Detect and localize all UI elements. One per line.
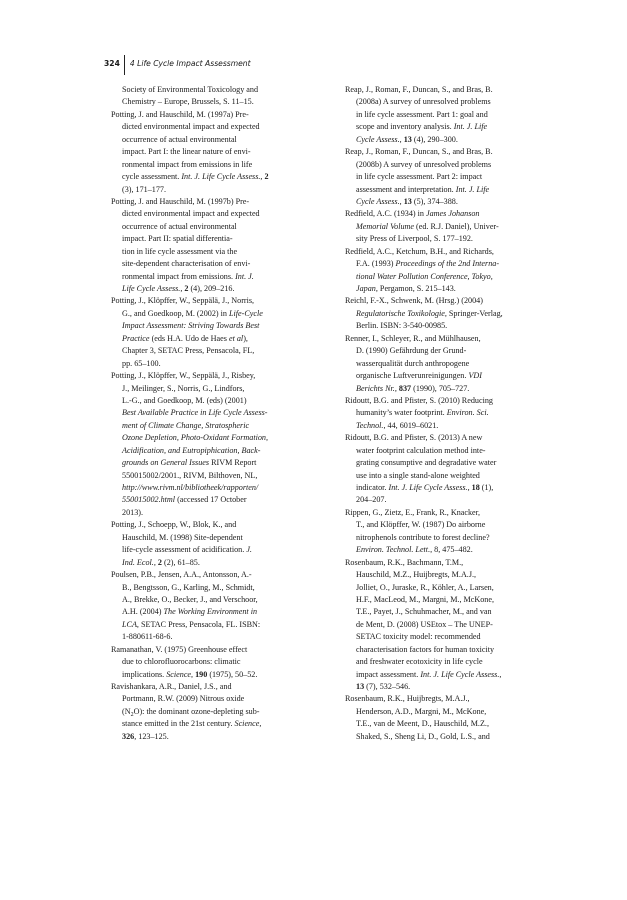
running-header (104, 56, 251, 70)
reference-line (345, 320, 537, 332)
reference-text: T.E., van de Meent, D., Hauschild, M.Z., (356, 719, 489, 729)
reference-text: Int. J. Life (455, 184, 490, 194)
reference-text: Shaked, S., Sheng Li, D., Gold, L.S., and (356, 731, 490, 741)
reference-text: Jolliet, O., Juraske, R., Köhler, A., Larsen, (356, 582, 494, 592)
reference-line (345, 693, 537, 705)
reference-line (345, 656, 537, 668)
reference-line (111, 407, 303, 419)
reference-text: assessment and interpretation. (356, 184, 456, 194)
reference-text: Chapter 3, SETAC Press, Pensacola, FL, (122, 346, 255, 356)
reference-line (345, 606, 537, 618)
reference-line (111, 370, 303, 382)
reference-line (111, 395, 303, 407)
reference-line (345, 96, 537, 108)
reference-text: Life-Cycle (228, 308, 263, 318)
reference-line (111, 681, 303, 693)
reference-text: (accessed 17 October (175, 495, 247, 505)
reference-text: Ramanathan, V. (1975) Greenhouse effect (111, 644, 248, 654)
reference-line (111, 184, 303, 196)
reference-text: 13 (403, 196, 412, 206)
reference-line (111, 308, 303, 320)
reference-line (111, 233, 303, 245)
reference-text: F.A. (1993) (356, 259, 396, 269)
reference-text: , (399, 196, 404, 206)
reference-line (345, 619, 537, 631)
reference-line (111, 96, 303, 108)
reference-line (111, 594, 303, 606)
reference-text: 13 (403, 134, 412, 144)
reference-line (345, 519, 537, 531)
reference-text: O): the dominant ozone-depleting sub- (133, 706, 260, 716)
reference-text: stance emitted in the 21st century. (122, 719, 235, 729)
reference-text: grounds on General Issues (122, 458, 210, 468)
reference-text: 18 (471, 483, 480, 492)
reference-text: Reap, J., Roman, F., Duncan, S., and Bras, B. (345, 85, 493, 94)
reference-text: (ed. R.J. Daniel), Univer- (414, 221, 499, 231)
reference-text: occurrence of actual environmental (122, 134, 237, 144)
reference-line (345, 121, 537, 133)
reference-text: Hauschild, M. (1998) Site-dependent (122, 532, 243, 542)
reference-text: tion in life cycle assessment via the (122, 246, 238, 256)
reference-text: G., and Goedkoop, M. (2002) in (122, 308, 229, 318)
reference-line (345, 644, 537, 656)
reference-line (345, 681, 537, 693)
reference-line (345, 445, 537, 457)
reference-text: Environ. Sci. (446, 408, 489, 418)
reference-text: Life Cycle Assess. (122, 284, 181, 293)
reference-text: 837 (398, 383, 412, 393)
reference-text: 204–207. (356, 495, 387, 505)
reference-text: impact. Part I: the linear nature of envi- (122, 147, 251, 157)
reference-line (345, 283, 537, 295)
reference-line (111, 582, 303, 594)
reference-text: Potting, J., Schoepp, W., Blok, K., and (111, 520, 237, 530)
reference-text: occurrence of actual environmental (122, 221, 237, 231)
reference-text: 13 (356, 682, 365, 691)
reference-text: (N (122, 706, 131, 716)
reference-line (111, 345, 303, 357)
reference-text: (1990), 705–727. (411, 383, 470, 393)
reference-text: et al (228, 333, 244, 343)
reference-line (111, 507, 303, 519)
reference-text: (1), (479, 483, 494, 492)
reference-text: Redfield, A.C., Ketchum, B.H., and Richards, (345, 246, 494, 256)
reference-text: organische Luftverunreinigungen. (356, 371, 469, 381)
reference-line (345, 295, 537, 307)
reference-line (111, 420, 303, 432)
reference-text: wasserqualität durch anthropogene (356, 358, 470, 368)
reference-text: A.H. (2004) (122, 607, 164, 617)
reference-line (111, 718, 303, 730)
reference-text: indicator. (356, 483, 389, 492)
reference-line (111, 619, 303, 631)
reference-text: Potting, J., Klöpffer, W., Seppälä, J., Risbey, (111, 371, 256, 381)
reference-text: Int. J. Life Cycle Assess. (181, 172, 261, 182)
reference-line (111, 271, 303, 283)
reference-text: cycle assessment. (122, 172, 182, 182)
reference-text: Int. J. (235, 271, 254, 281)
reference-line (345, 731, 537, 743)
reference-text: L.-G., and Goedkoop, M. (eds) (2001) (122, 395, 247, 405)
reference-text: James Johanson (426, 209, 480, 219)
reference-text: sity Press of Liverpool, S. 177–192. (356, 234, 473, 244)
reference-text: http://www.rivm.nl/bibliotheek/rapporten/ (122, 483, 259, 492)
reference-text: Int. J. Life (453, 122, 488, 132)
reference-text: A., Brekke, O., Becker, J., and Verschoor, (122, 594, 258, 604)
reference-text: Poulsen, P.B., Jensen, A.A., Antonsson, A.- (111, 570, 252, 580)
reference-line (111, 171, 303, 183)
reference-text: , (191, 669, 196, 679)
reference-line (111, 121, 303, 133)
reference-text: Rosenbaum, R.K., Huijbregts, M.A.J., (345, 694, 470, 704)
reference-text: Int. J. Life Cycle Assess. (420, 669, 500, 679)
reference-text: Japan (356, 284, 376, 293)
reference-text: B., Bengtsson, G., Karling, M., Schmidt, (122, 582, 255, 592)
reference-line (111, 569, 303, 581)
reference-text: Society of Environmental Toxicology and (122, 85, 259, 94)
reference-line (111, 544, 303, 556)
reference-text: ment of Climate Change, Stratospheric (122, 420, 250, 430)
reference-line (111, 196, 303, 208)
reference-text: 2 (264, 172, 269, 182)
reference-text: J., Meilinger, S., Norris, G., Lindfors, (122, 383, 245, 393)
reference-text: , 8, 475–482. (430, 545, 473, 555)
reference-text: SETAC toxicity model: recommended (356, 632, 481, 642)
reference-text: Rosenbaum, R.K., Bachmann, T.M., (345, 557, 464, 567)
reference-text: nitrophenols contribute to forest decline? (356, 532, 490, 542)
header-divider (124, 55, 125, 75)
reference-line (345, 507, 537, 519)
reference-line (111, 383, 303, 395)
reference-text: , (467, 483, 472, 492)
reference-line (111, 208, 303, 220)
reference-text: grating consumptive and degradative water (356, 458, 497, 468)
reference-line (345, 246, 537, 258)
reference-line (345, 718, 537, 730)
reference-line (345, 383, 537, 395)
reference-text: site-dependent characterisation of envi- (122, 259, 251, 269)
reference-text: tional Water Pollution Conference, Tokyo, (356, 271, 493, 281)
reference-text: Reichl, F.-X., Schwenk, M. (Hrsg.) (2004) (345, 296, 483, 306)
reference-text: Ridoutt, B.G. and Pfister, S. (2010) Reducing (345, 395, 493, 405)
reference-line (111, 644, 303, 656)
reference-line (345, 184, 537, 196)
reference-text: Technol. (356, 420, 384, 430)
reference-text: , (260, 172, 265, 182)
reference-text: Berlin. ISBN: 3-540-00985. (356, 321, 448, 331)
reference-text: Hauschild, M.Z., Huijbregts, M.A.J., (356, 570, 477, 580)
chapter-title: 4 Life Cycle Impact Assessment (129, 58, 251, 68)
reference-line (111, 470, 303, 482)
reference-text: Science (166, 669, 192, 679)
reference-text: life-cycle assessment of acidification. (122, 545, 247, 555)
reference-line (345, 407, 537, 419)
reference-line (345, 84, 537, 96)
reference-text: in life cycle assessment. Part 1: goal and (356, 109, 488, 119)
reference-line (111, 283, 303, 295)
reference-line (345, 582, 537, 594)
reference-text: J. (246, 545, 252, 555)
reference-text: (4), 290–300. (411, 134, 458, 144)
reference-line (111, 532, 303, 544)
reference-line (345, 482, 537, 494)
reference-line (345, 271, 537, 283)
reference-text: water footprint calculation method inte- (356, 445, 486, 455)
reference-line (111, 445, 303, 457)
reference-text: Ozone Depletion, Photo-Oxidant Formation, (122, 433, 269, 443)
reference-text: , (259, 719, 262, 729)
reference-text: T.E., Payet, J., Schuhmacher, M., and van (356, 607, 492, 617)
reference-line (345, 109, 537, 121)
reference-line (111, 320, 303, 332)
reference-text: (2008a) A survey of unresolved problems (356, 97, 491, 107)
reference-line (111, 706, 303, 718)
reference-text: dicted environmental impact and expected (122, 209, 260, 219)
reference-line (111, 669, 303, 681)
reference-line (345, 557, 537, 569)
reference-text: Berichts Nr. (356, 383, 395, 393)
reference-text: Potting, J., Klöpffer, W., Seppälä, J., Norris, (111, 296, 255, 306)
reference-text: Cycle Assess. (356, 134, 400, 144)
reference-text: 550015002.html (122, 495, 176, 505)
reference-line (111, 134, 303, 146)
reference-line (345, 208, 537, 220)
reference-text: The Working Environment in (163, 607, 258, 617)
references-left-column (111, 84, 303, 743)
reference-line (111, 159, 303, 171)
reference-line (345, 494, 537, 506)
reference-text: humanity’s water footprint. (356, 408, 447, 418)
reference-line (111, 358, 303, 370)
reference-text: implications. (122, 669, 167, 679)
reference-text: 2013). (122, 507, 143, 517)
reference-line (345, 470, 537, 482)
reference-line (345, 669, 537, 681)
reference-text: Redfield, A.C. (1934) in (345, 209, 427, 219)
reference-text: , Springer-Verlag, (444, 308, 503, 318)
reference-text: ronmental impact from emissions. (122, 271, 236, 281)
reference-text: pp. 65–100. (122, 358, 161, 368)
reference-text: Portmann, R.W. (2009) Nitrous oxide (122, 694, 245, 704)
reference-text: de Ment, D. (2008) USEtox – The UNEP- (356, 619, 493, 629)
reference-text: (4), 209–216. (188, 284, 235, 293)
reference-text: ), (243, 333, 248, 343)
reference-line (345, 395, 537, 407)
reference-text: (2008b) A survey of unresolved problems (356, 159, 492, 169)
reference-text: 2 (130, 711, 134, 718)
reference-text: ronmental impact from emissions in life (122, 159, 253, 169)
reference-text: in life cycle assessment. Part 2: impact (356, 172, 483, 182)
reference-text: and freshwater ecotoxicity in life cycle (356, 657, 483, 667)
reference-text: Int. J. Life Cycle Assess. (388, 483, 468, 492)
reference-text: 550015002/2001., RIVM, Bilthoven, NL, (122, 470, 258, 480)
reference-text: Best Available Practice in Life Cycle Assess- (122, 408, 268, 418)
reference-text: 1-880611-68-6. (122, 632, 173, 642)
reference-line (345, 196, 537, 208)
reference-text: Chemistry – Europe, Brussels, S. 11–15. (122, 97, 254, 107)
reference-line (111, 606, 303, 618)
reference-line (345, 308, 537, 320)
reference-line (345, 233, 537, 245)
reference-text: Ind. Ecol. (122, 557, 154, 567)
reference-text: 2 (157, 557, 162, 567)
reference-line (111, 519, 303, 531)
reference-text: , (180, 284, 185, 293)
reference-text: due to chlorofluorocarbons: climatic (122, 657, 241, 667)
reference-line (111, 631, 303, 643)
reference-text: Potting, J. and Hauschild, M. (1997b) Pre- (111, 196, 250, 206)
reference-text: (7), 532–546. (364, 682, 411, 691)
reference-line (345, 146, 537, 158)
reference-line (111, 457, 303, 469)
reference-text: Impact Assessment: Striving Towards Best (122, 321, 260, 331)
reference-line (111, 258, 303, 270)
reference-line (345, 333, 537, 345)
reference-text: , SETAC Press, Pensacola, FL. ISBN: (136, 619, 261, 629)
reference-text: , (394, 383, 399, 393)
reference-text: D. (1990) Gefährdung der Grund- (356, 346, 467, 356)
reference-line (111, 432, 303, 444)
reference-text: (5), 374–388. (411, 196, 458, 206)
reference-text: characterisation factors for human toxicity (356, 644, 495, 654)
reference-line (345, 159, 537, 171)
reference-line (111, 109, 303, 121)
reference-line (345, 631, 537, 643)
reference-line (345, 171, 537, 183)
reference-text: (1975), 50–52. (207, 669, 258, 679)
reference-text: scope and inventory analysis. (356, 122, 454, 132)
reference-line (345, 532, 537, 544)
reference-line (345, 544, 537, 556)
reference-text: Science (234, 719, 260, 729)
reference-line (345, 594, 537, 606)
reference-line (345, 134, 537, 146)
reference-text: , Pergamon, S. 215–143. (375, 284, 456, 293)
reference-line (111, 221, 303, 233)
reference-line (111, 333, 303, 345)
reference-line (345, 345, 537, 357)
reference-line (111, 656, 303, 668)
reference-text: , (153, 557, 158, 567)
reference-line (111, 246, 303, 258)
page-number: 324 (104, 58, 120, 68)
reference-text: impact assessment. (356, 669, 421, 679)
reference-line (345, 706, 537, 718)
reference-text: Memorial Volume (356, 221, 414, 231)
reference-line (111, 482, 303, 494)
reference-text: Ridoutt, B.G. and Pfister, S. (2013) A new (345, 433, 483, 443)
reference-line (345, 420, 537, 432)
reference-line (345, 258, 537, 270)
reference-text: RIVM Report (209, 458, 257, 468)
reference-line (111, 494, 303, 506)
reference-text: impact. Part II: spatial differentia- (122, 234, 233, 244)
reference-text: (2), 61–85. (161, 557, 200, 567)
reference-text: dicted environmental impact and expected (122, 122, 260, 132)
reference-text: Environ. Technol. Lett. (356, 545, 431, 555)
reference-line (345, 221, 537, 233)
reference-text: , 44, 6019–6021. (383, 420, 439, 430)
reference-text: Henderson, A.D., Margni, M., McKone, (356, 706, 487, 716)
reference-line (111, 146, 303, 158)
reference-text: Proceedings of the 2nd Interna- (395, 259, 500, 269)
reference-line (111, 693, 303, 705)
reference-text: Regulatorische Toxikologie (356, 308, 445, 318)
reference-text: H.F., MacLeod, M., Margni, M., McKone, (356, 594, 494, 604)
reference-line (345, 457, 537, 469)
reference-line (111, 295, 303, 307)
reference-text: Renner, I., Schleyer, R., and Mühlhausen, (345, 333, 481, 343)
reference-text: use into a single stand-alone weighted (356, 470, 480, 480)
reference-line (345, 432, 537, 444)
reference-line (345, 370, 537, 382)
reference-text: Practice (122, 333, 150, 343)
reference-text: (3), 171–177. (122, 184, 167, 194)
reference-text: T., and Klöpffer, W. (1987) Do airborne (356, 520, 486, 530)
references-right-column (345, 84, 537, 743)
reference-text: , (399, 134, 404, 144)
reference-text: (eds H.A. Udo de Haes (149, 333, 229, 343)
reference-line (345, 358, 537, 370)
reference-text: , (499, 669, 502, 679)
reference-text: Potting, J. and Hauschild, M. (1997a) Pre- (111, 109, 249, 119)
reference-line (111, 731, 303, 743)
reference-line (345, 569, 537, 581)
reference-text: 190 (195, 669, 208, 679)
reference-text: Ravishankara, A.R., Daniel, J.S., and (111, 682, 232, 691)
reference-text: VDI (468, 371, 482, 381)
reference-text: Acidification, and Eutropiphication, Back- (122, 445, 261, 455)
reference-text: , 123–125. (134, 731, 169, 741)
reference-line (111, 557, 303, 569)
reference-text: Reap, J., Roman, F., Duncan, S., and Bras, B. (345, 147, 493, 157)
reference-text: 2 (184, 284, 189, 293)
reference-text: 326 (122, 731, 135, 741)
reference-text: Cycle Assess. (356, 196, 400, 206)
reference-text: LCA (122, 619, 137, 629)
reference-text: Rippen, G., Zietz, E., Frank, R., Knacker, (345, 507, 481, 517)
reference-line (111, 84, 303, 96)
